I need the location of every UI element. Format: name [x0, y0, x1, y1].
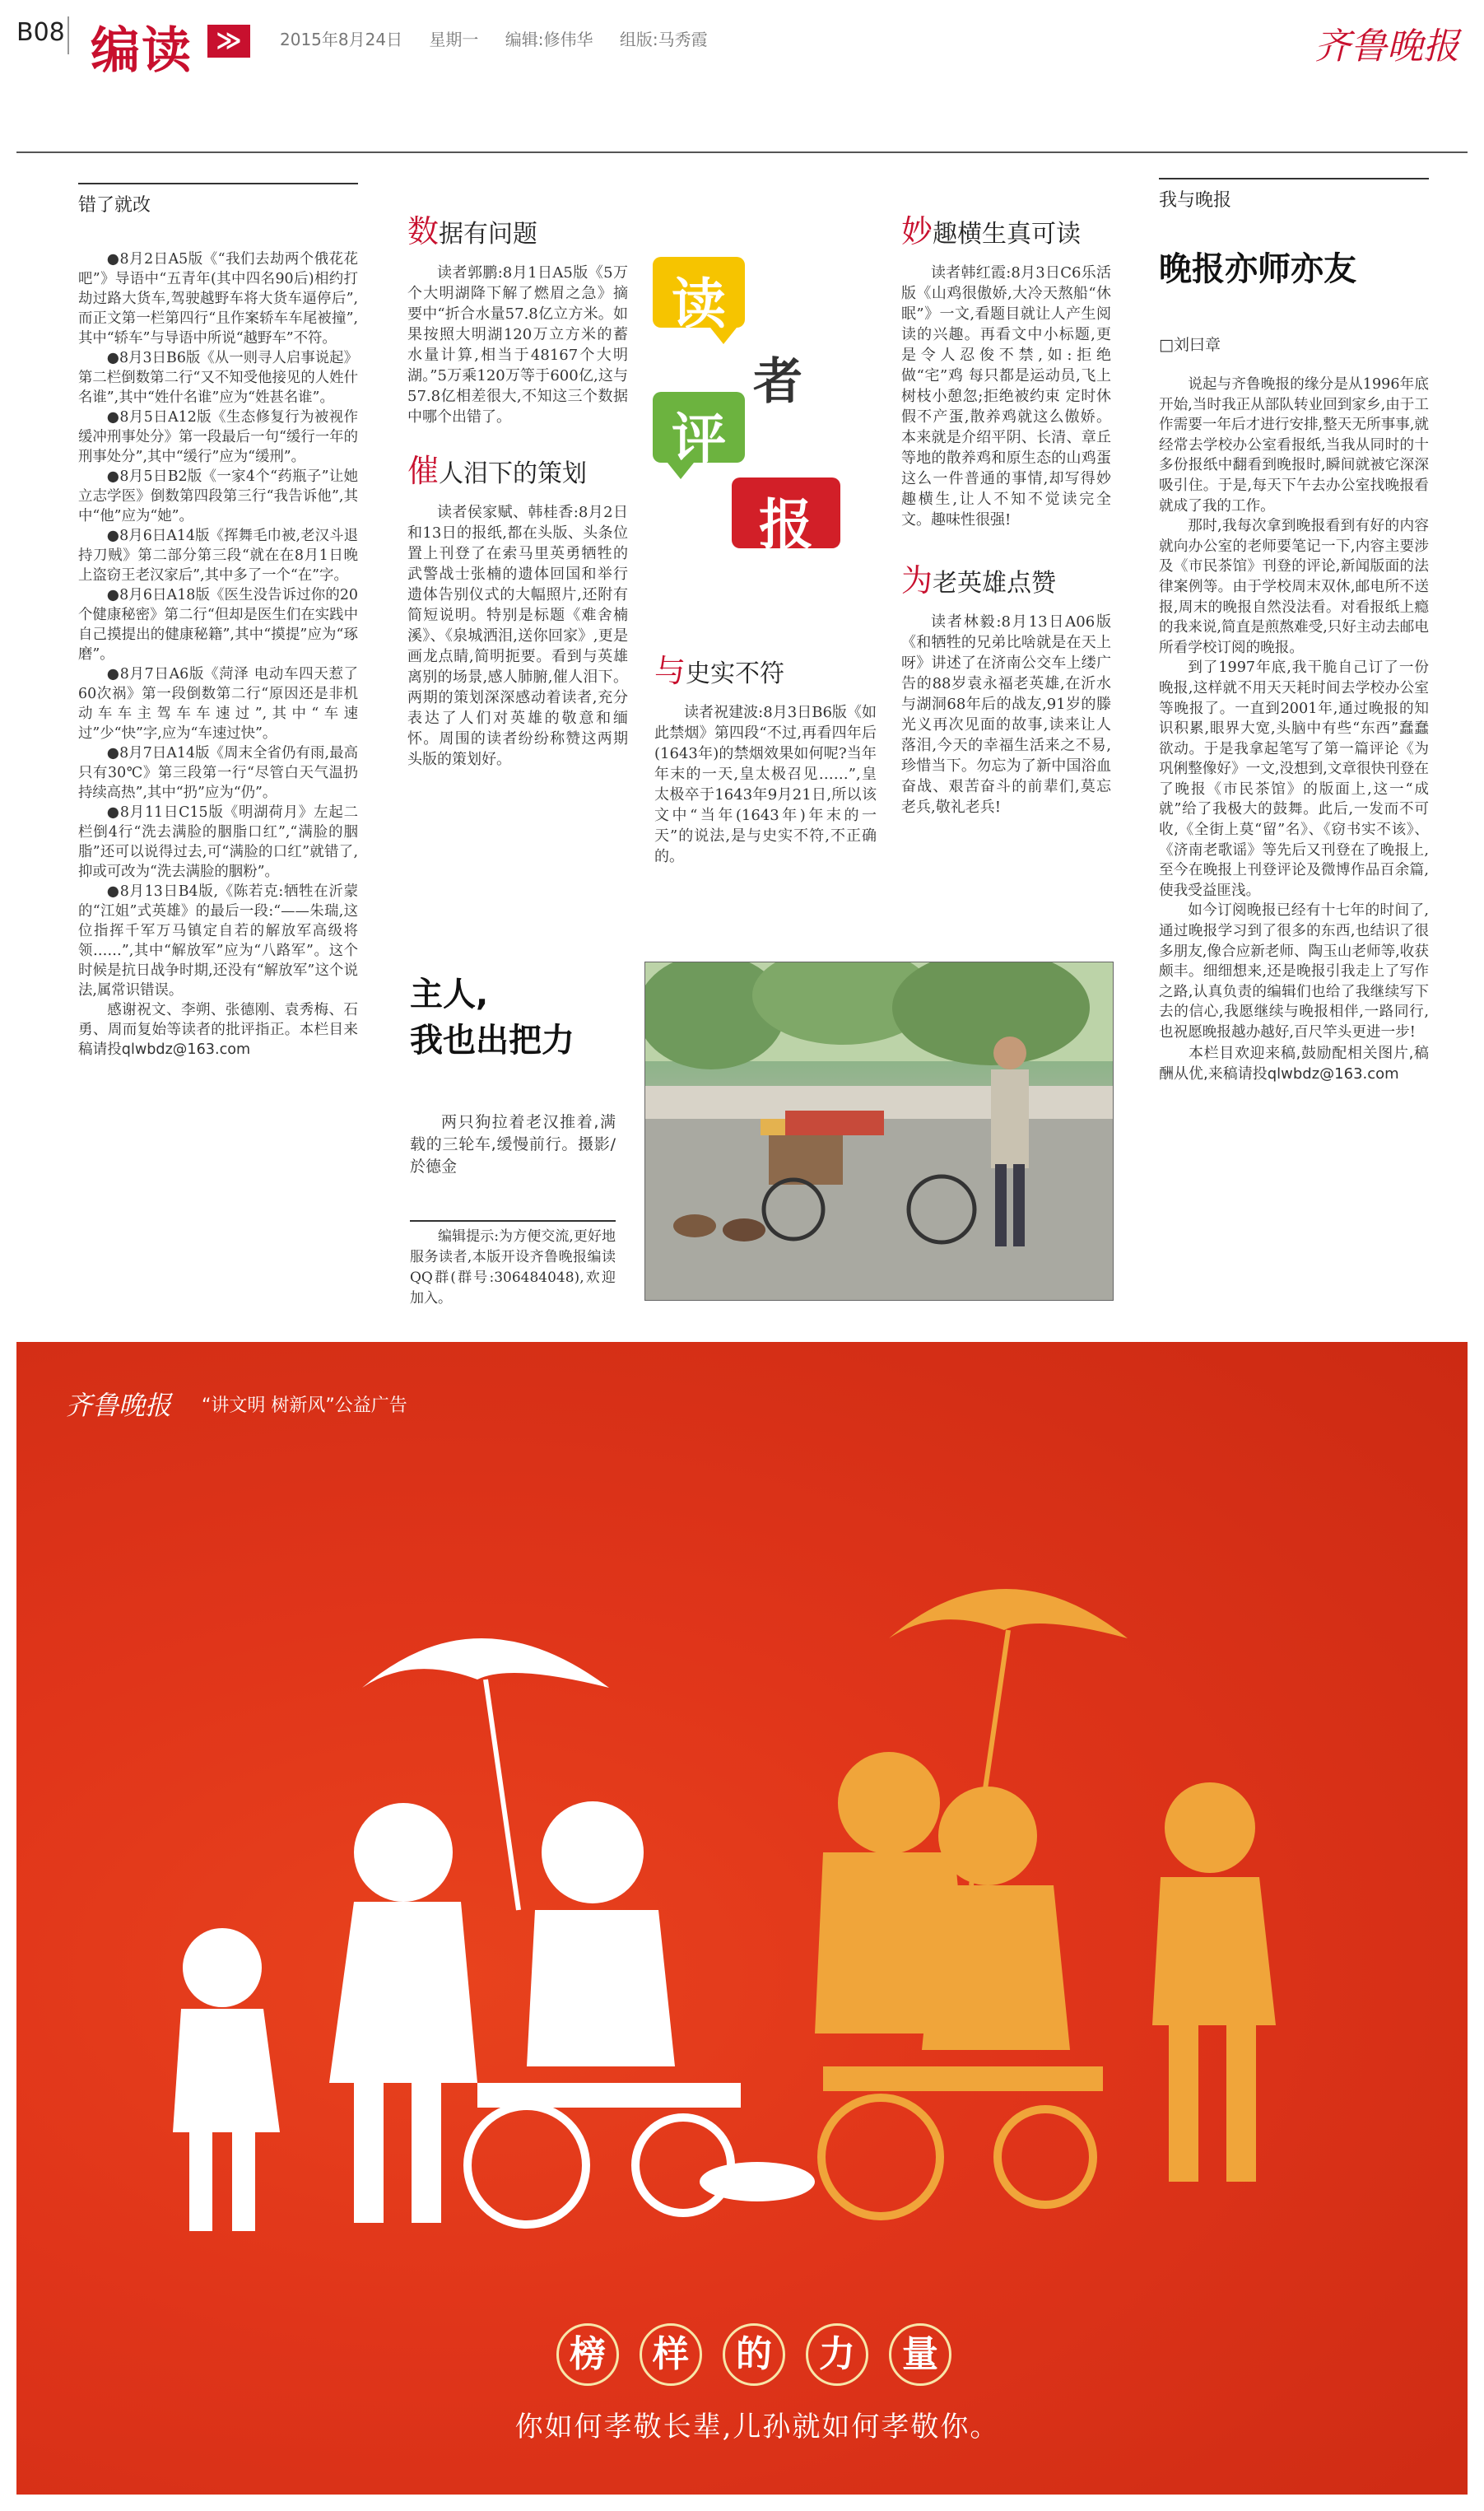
- correction-item: ●8月7日A14版《周末全省仍有雨,最高只有30℃》第三段第一行“尽管白天气温扔持续高热”,其中“扔”应为“仍”。: [78, 745, 358, 801]
- ad-headline-char: 样: [640, 2323, 702, 2386]
- paper-cut-illustration: [16, 1342, 1468, 2495]
- heading-text: 趣横生真可读: [933, 220, 1082, 249]
- logo-char: 读: [672, 273, 726, 336]
- article-heading: [654, 645, 877, 691]
- correction-item: ●8月5日B2版《一家4个“药瓶子”让她立志学医》倒数第四段第三行“我告诉他”,其中“他”应为“她”。: [78, 468, 358, 524]
- public-service-ad: [16, 1342, 1468, 2495]
- reader-review-logo: [653, 257, 842, 557]
- correction-item: ●8月2日A5版《“我们去劫两个俄花花吧”》导语中“五青年(其中四名90后)相约打劫过路大货车,驾驶越野车将大货车逼停后”,而正文第一栏第四行“且作案轿车车尾被撞”,其中“轿车”与导语中所说“越野车”不符。: [78, 251, 358, 347]
- heading-text: 史实不符: [686, 659, 785, 688]
- correction-item: ●8月3日B6版《从一则寻人启事说起》第二栏倒数第二行“又不知受他接见的人姓什名谁”,其中“姓什名谁”应为“姓甚名谁”。: [78, 350, 358, 406]
- page-number: B08: [16, 18, 65, 47]
- column-title: 晚报亦师亦友: [1159, 250, 1356, 288]
- header-meta: [280, 26, 729, 50]
- logo-char: 报: [759, 493, 813, 557]
- column-body: [1159, 375, 1429, 1043]
- correction-item: ●8月6日A18版《医生没告诉过你的20个健康秘密》第二行“但却是医生们在实践中自己摸提出的健康秘籍”,其中“摸提”应为“琢磨”。: [78, 587, 358, 663]
- heading-initial: 数: [407, 213, 440, 249]
- news-photo: [644, 962, 1114, 1301]
- photo-caption: 两只狗拉着老汉推着,满载的三轮车,缓慢前行。摄影/於德金: [410, 1113, 616, 1176]
- section-title: 编读: [91, 22, 193, 80]
- heading-text: 人泪下的策划: [439, 459, 588, 488]
- corrections-thanks: 感谢祝文、李朔、张德刚、袁秀梅、石勇、周而复始等读者的批评指正。本栏目来稿请投qlwbdz@163.com: [78, 1002, 358, 1058]
- correction-item: ●8月5日A12版《生态修复行为被视作缓冲刑事处分》第一段最后一句“缓行一年的刑事处分”,其中“缓行”应为“缓刑”。: [78, 409, 358, 465]
- column-2: [407, 206, 628, 770]
- header-editor: 编辑:修伟华: [505, 30, 593, 49]
- article-body: 读者祝建波:8月3日B6版《如此禁烟》第四段“不过,再看四年后(1643年)的禁烟效果如何呢?当年年末的一天,皇太极召见……”,皇太极卒于1643年9月21日,所以该文中“当年(1643年)年末的一天”的说法,是与史实不符,不正确的。: [654, 704, 877, 865]
- ad-headline-char: 力: [806, 2323, 868, 2386]
- photo-headline-line1: 主人,: [410, 976, 489, 1013]
- column-tag: 我与晚报: [1159, 178, 1429, 212]
- article-heading: [901, 206, 1111, 251]
- column-4: [901, 206, 1111, 818]
- corrections-column: [78, 183, 358, 1060]
- article-body: 读者韩红霞:8月3日C6乐活版《山鸡很傲娇,大冷天熬船“休眠”》一文,看题目就让人产生阅读的兴趣。再看文中小标题,更是令人忍俊不禁,如:拒绝做“宅”鸡 每只都是运动员,飞上树枝小憩忽;拒绝被约束 定时休假不产蛋,散养鸡就这么傲娇。本来就是介绍平阴、长清、章丘等地的散养鸡和原生态的山鸡蛋这么一件普通的事情,却写得妙趣横生,让人不知不觉读完全文。趣味性很强!: [901, 264, 1111, 529]
- heading-initial: 妙: [901, 213, 933, 249]
- article-heading: [407, 445, 628, 491]
- column-paragraph: 那时,我每次拿到晚报看到有好的内容就向办公室的老师要笔记一下,内容主要涉及《市民茶馆》刊登的评论,新闻版面的法律案例等。由于学校周末双休,邮电所不送报,周末的晚报自然没法看。对看报纸上瘾的我来说,简直是煎熬难受,只好主动去邮电所看学校订阅的晚报。: [1159, 518, 1429, 656]
- heading-initial: 与: [654, 653, 686, 689]
- article-heading: [901, 555, 1111, 600]
- photo-headline-line2: 我也出把力: [410, 1022, 575, 1060]
- column-3: [654, 645, 877, 867]
- section-arrow-icon: ≫: [207, 25, 250, 58]
- header-divider: [67, 16, 69, 54]
- ad-headline-char: 的: [723, 2323, 785, 2386]
- column-paragraph: 说起与齐鲁晚报的缘分是从1996年底开始,当时我正从部队转业回到家乡,由于工作需要一年后才进行安排,整天无所事事,就经常去学校办公室看报纸,当我从同时的十多份报纸中翻看到晚报时,瞬间就被它深深吸引住。于是,每天下午去办公室找晚报看就成了我的工作。: [1159, 376, 1429, 515]
- logo-char: 评: [672, 408, 726, 471]
- ad-headline-char: 量: [889, 2323, 951, 2386]
- header-rule: [16, 151, 1468, 153]
- correction-item: ●8月6日A14版《挥舞毛巾被,老汉斗退持刀贼》第二部分第三段“就在在8月1日晚上盗窃王老汉家后”,其中多了一个“在”字。: [78, 528, 358, 584]
- newspaper-logo: 齐鲁晚报: [1314, 26, 1459, 68]
- caption-rule: [410, 1220, 616, 1222]
- column-paragraph: 到了1997年底,我干脆自己订了一份晚报,这样就不用天天耗时间去学校办公室等晚报了。一直到2001年,通过晚报的知识积累,眼界大宽,头脑中有些“东西”蠢蠢欲动。于是我拿起笔写了第一篇评论《为巩俐整像好》一文,没想到,文章很快刊登在了晚报《市民茶馆》的版面上,这一“成就”给了我极大的鼓舞。此后,一发而不可收,《全街上莫“留”名》、《窃书实不该》、《济南老歌谣》等先后又刊登在了晚报上,至今在晚报上刊登评论及微博作品百余篇,使我受益匪浅。: [1159, 659, 1429, 899]
- heading-initial: 催: [407, 453, 440, 489]
- heading-text: 据有问题: [439, 220, 538, 249]
- column-author: □刘曰章: [1159, 336, 1221, 354]
- article-heading: [407, 206, 628, 251]
- ad-slogan: “讲文明 树新风”公益广告: [202, 1395, 407, 1416]
- column-tag: 错了就改: [78, 183, 358, 217]
- header-designer: 组版:马秀霞: [619, 30, 708, 49]
- column-footer: 本栏目欢迎来稿,鼓励配相关图片,稿酬从优,来稿请投qlwbdz@163.com: [1159, 1044, 1429, 1083]
- article-body: 读者郭鹏:8月1日A5版《5万个大明湖降下解了燃眉之急》摘要中“折合水量57.8亿立方米。如果按照大明湖120万立方米的蓄水量计算,相当于48167个大明湖。”5万乘120万等于600亿,这与57.8亿相差很大,不知这三个数据中哪个出错了。: [407, 264, 628, 426]
- editor-note: 编辑提示:为方便交流,更好地服务读者,本版开设齐鲁晚报编读QQ群(群号:306484048),欢迎加入。: [410, 1228, 616, 1307]
- article-body: 读者侯家赋、韩桂香:8月2日和13日的报纸,都在头版、头条位置上刊登了在索马里英勇牺牲的武警战士张楠的遗体回国和举行遗体告别仪式的大幅照片,还附有简短说明。特别是标题《难舍楠溪》、《泉城洒泪,送你回家》,更是画龙点睛,简明扼要。看到与英雄离别的场景,感人肺腑,催人泪下。两期的策划深深感动着读者,充分表达了人们对英雄的敬意和缅怀。周围的读者纷纷称赞这两期头版的策划好。: [407, 504, 628, 768]
- photo-headline: [410, 971, 616, 1064]
- photo-illustration: [645, 962, 1113, 1300]
- article-body: 读者林毅:8月13日A06版《和牺牲的兄弟比啥就是在天上呀》讲述了在济南公交车上缕广告的88岁袁永福老英雄,在沂水与湖洞68年后的战友,91岁的滕光义再次见面的故事,读来让人落泪,今天的幸福生活来之不易,珍惜当下。勿忘为了新中国浴血奋战、艰苦奋斗的前辈们,莫忘老兵,敬礼老兵!: [901, 613, 1111, 816]
- corrections-body: [78, 249, 358, 1000]
- header-weekday: 星期一: [429, 30, 479, 49]
- heading-text: 老英雄点赞: [933, 569, 1057, 598]
- correction-item: ●8月13日B4版,《陈若克:牺牲在沂蒙的“江姐”式英雄》的最后一段:“——朱瑞,这位指挥千军万马镇定自若的解放军高级将领……”,其中“解放军”应为“八路军”。这个时候是抗日战争时期,还没有“解放军”这个说法,属常识错误。: [78, 883, 358, 999]
- ad-subline: 你如何孝敬长辈,儿孙就如何孝敬你。: [514, 2411, 1000, 2443]
- correction-item: ●8月7日A6版《菏泽 电动车四天惹了60次祸》第一段倒数第二行“原因还是非机动车车主驾车车速过”,其中“车速过”少“快”字,应为“车速过快”。: [78, 666, 358, 742]
- header-date: 2015年8月24日: [280, 30, 403, 49]
- ad-brand: 齐鲁晚报: [66, 1390, 172, 1421]
- logo-char: 者: [753, 353, 802, 411]
- ad-headline-char: 榜: [556, 2323, 619, 2386]
- my-and-evening-news-column: [1159, 178, 1429, 1084]
- correction-item: ●8月11日C15版《明湖荷月》左起二栏倒4行“洗去满脸的胭脂口红”,“满脸的胭脂”还可以说得过去,可“满脸的口红”就错了,抑或可改为“洗去满脸的胭粉”。: [78, 804, 358, 880]
- ad-headline: [556, 2323, 951, 2386]
- column-paragraph: 如今订阅晚报已经有十七年的时间了,通过晚报学习到了很多的东西,也结识了很多朋友,像合应新老师、陶玉山老师等,收获颇丰。细细想来,还是晚报引我走上了写作之路,认真负责的编辑们也给了我继续写下去的信心,我愿继续与晚报相伴,一路同行,也祝愿晚报越办越好,百尺竿头更进一步!: [1159, 902, 1429, 1041]
- heading-initial: 为: [901, 562, 933, 599]
